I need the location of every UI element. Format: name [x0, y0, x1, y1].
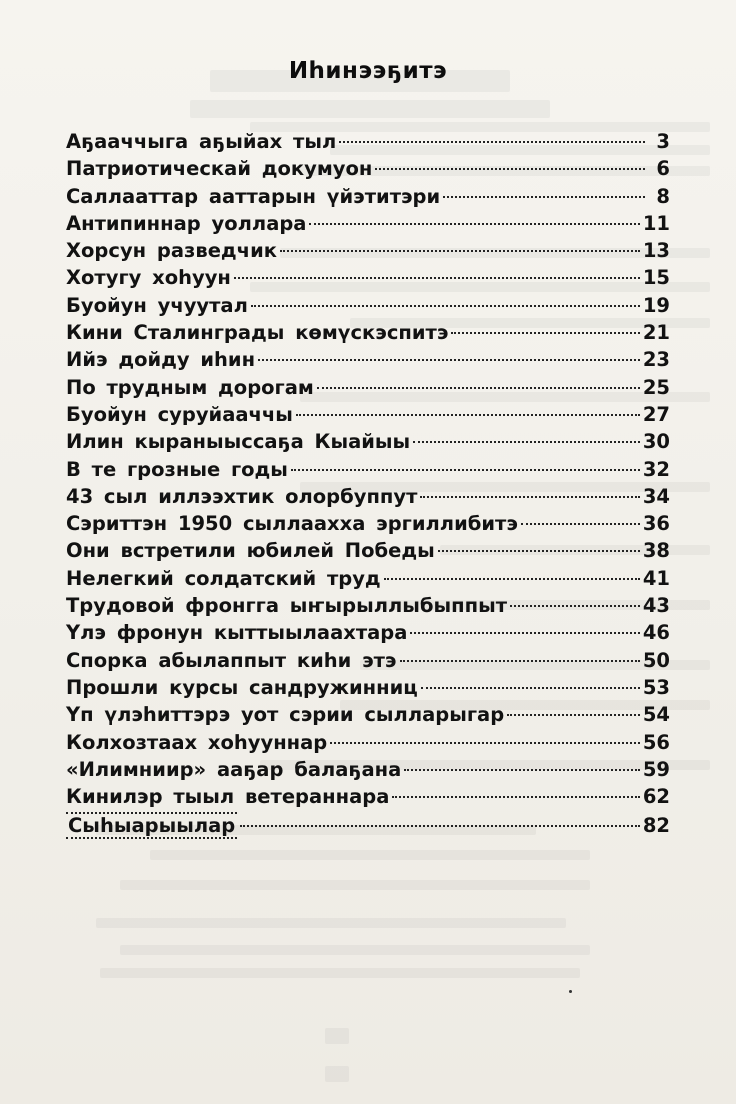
dot-leader — [420, 496, 639, 498]
toc-entry — [66, 703, 670, 730]
toc-entry — [66, 594, 670, 621]
toc-entry-page-number: 41 — [642, 566, 670, 590]
toc-entry-page-number: 25 — [642, 375, 670, 399]
dot-leader — [404, 769, 640, 771]
toc-entry-page-number: 15 — [642, 266, 670, 290]
toc-entry-page-number: 82 — [642, 814, 670, 838]
dot-leader — [309, 223, 639, 225]
toc-entry-page-number: 23 — [642, 348, 670, 372]
toc-entry-page-number: 32 — [642, 457, 670, 481]
toc-entry-title: Трудовой фронгга ыҥырыллыбыппыт — [66, 594, 508, 618]
toc-entry — [66, 731, 670, 758]
toc-entry-page-number: 50 — [642, 648, 670, 672]
toc-entry — [66, 157, 670, 184]
toc-entry-title: 43 сыл иллээхтик олорбуппут — [66, 484, 418, 508]
toc-entry — [66, 649, 670, 676]
dot-leader — [443, 196, 645, 198]
dot-leader — [438, 550, 640, 552]
toc-entry — [66, 403, 670, 430]
dot-leader — [296, 414, 640, 416]
dot-leader — [384, 578, 640, 580]
toc-entry — [66, 539, 670, 566]
toc-entry — [66, 567, 670, 594]
toc-entry-title: Колхозтаах хоһууннар — [66, 730, 328, 754]
toc-entry-page-number: 34 — [642, 484, 670, 508]
dot-leader — [410, 632, 639, 634]
dot-leader — [521, 523, 640, 525]
toc-entry-title: Хорсун разведчик — [66, 239, 277, 263]
toc-entry-title: Сыһыарыылар — [68, 814, 236, 838]
toc-entry-title: «Илимниир» ааҕар балаҕана — [66, 757, 402, 781]
toc-entry — [66, 785, 670, 812]
toc-entry-title: Илин кыраныыссаҕа Кыайыы — [66, 430, 411, 454]
toc-entry-page-number: 21 — [642, 321, 670, 345]
toc-entry — [66, 239, 670, 266]
dot-leader — [330, 742, 640, 744]
toc-entry — [66, 185, 670, 212]
dot-leader — [280, 250, 640, 252]
toc-entry-page-number: 43 — [642, 594, 670, 618]
toc-entry-title: Они встретили юбилей Победы — [66, 539, 435, 563]
toc-entry-title: Ийэ дойду иһин — [66, 348, 256, 372]
dot-leader — [251, 305, 640, 307]
toc-entry — [66, 212, 670, 239]
dot-leader — [413, 441, 640, 443]
dot-leader — [421, 687, 640, 689]
toc-entry-page-number: 8 — [656, 184, 670, 208]
toc-entry-title: Кини Сталинграды көмүскэспитэ — [66, 321, 449, 345]
toc-entry-title: Үлэ фронун кыттыылаахтара — [66, 621, 408, 645]
dot-leader — [375, 168, 645, 170]
table-of-contents — [66, 130, 670, 840]
toc-entry — [66, 485, 670, 512]
toc-entry — [66, 266, 670, 293]
toc-entry-page-number: 30 — [642, 430, 670, 454]
dot-leader — [507, 714, 640, 716]
toc-entry — [66, 458, 670, 485]
dot-leader — [317, 387, 640, 389]
toc-entry-title: Буойун суруйааччы — [66, 402, 293, 426]
toc-entry — [66, 130, 670, 157]
dot-leader — [451, 332, 639, 334]
toc-entry-title: Буойун учуутал — [66, 293, 248, 317]
toc-entry — [66, 676, 670, 703]
toc-entry — [66, 512, 670, 539]
toc-entry-title: По трудным дорогам — [66, 375, 314, 399]
toc-entry — [66, 294, 670, 321]
toc-entry-title: Сэриттэн 1950 сыллаахха эргиллибитэ — [66, 512, 518, 536]
toc-entry-page-number: 13 — [642, 239, 670, 263]
dot-leader — [234, 277, 640, 279]
toc-entry-page-number: 19 — [642, 293, 670, 317]
toc-entry-title: В те грозные годы — [66, 457, 288, 481]
page-title: Иһинээҕитэ — [288, 58, 448, 84]
toc-entry-title: Антипиннар уоллара — [66, 211, 307, 235]
dot-leader — [291, 469, 640, 471]
dot-leader — [392, 796, 639, 798]
toc-entry-title: Хотугу хоһуун — [66, 266, 231, 290]
dot-leader — [339, 141, 645, 143]
toc-entry-title: Үп үлэһиттэрэ уот сэрии сылларыгар — [66, 703, 505, 727]
toc-entry-page-number: 38 — [642, 539, 670, 563]
toc-entry-title: Патриотическай докумуон — [66, 157, 373, 181]
toc-entry — [66, 621, 670, 648]
toc-entry-title: Спорка абылаппыт киһи этэ — [66, 648, 397, 672]
toc-entry-title: Саллааттар ааттарын үйэтитэри — [66, 184, 441, 208]
dot-leader — [400, 660, 640, 662]
toc-entry-page-number: 62 — [642, 785, 670, 809]
toc-entry-page-number: 56 — [642, 730, 670, 754]
toc-entry-page-number: 6 — [656, 157, 670, 181]
toc-entry — [66, 376, 670, 403]
toc-entry-title: Аҕааччыга аҕыйах тыл — [66, 130, 337, 153]
print-speck — [569, 990, 572, 993]
toc-entry-title: Нелегкий солдатский труд — [66, 566, 381, 590]
dot-leader — [240, 825, 640, 827]
toc-entry — [66, 321, 670, 348]
toc-entry — [66, 758, 670, 785]
dot-leader — [510, 605, 640, 607]
toc-entry-title: Кинилэр тыыл ветераннара — [66, 785, 390, 809]
toc-entry — [66, 430, 670, 457]
toc-entry-page-number: 59 — [642, 757, 670, 781]
toc-entry-page-number: 3 — [656, 130, 670, 153]
toc-entry-page-number: 36 — [642, 512, 670, 536]
toc-entry-page-number: 27 — [642, 402, 670, 426]
toc-entry-page-number: 46 — [642, 621, 670, 645]
toc-entry — [66, 812, 670, 839]
toc-entry-page-number: 53 — [642, 675, 670, 699]
toc-entry-title: Прошли курсы сандружинниц — [66, 675, 418, 699]
toc-entry-page-number: 11 — [642, 211, 670, 235]
toc-entry — [66, 348, 670, 375]
toc-entry-page-number: 54 — [642, 703, 670, 727]
dot-leader — [258, 359, 640, 361]
